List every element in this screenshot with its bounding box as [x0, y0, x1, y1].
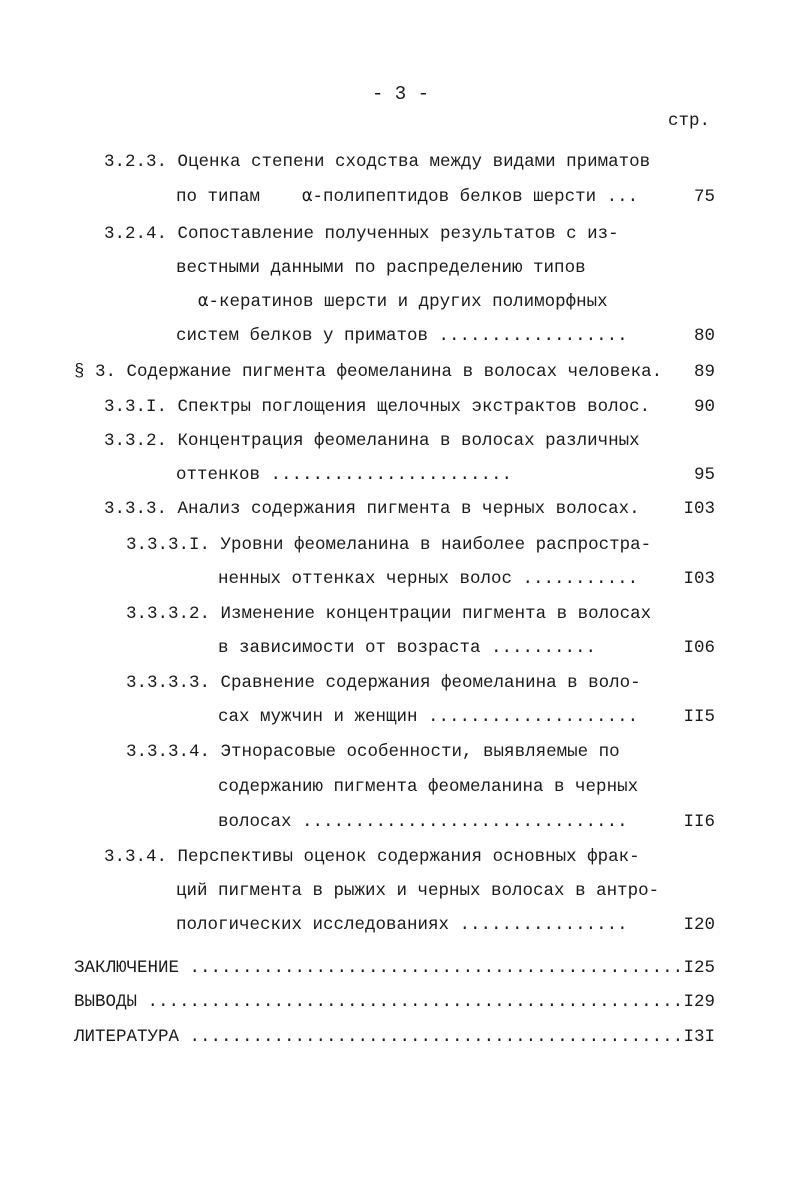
toc-page-number: 75: [693, 187, 715, 207]
toc-entry-text: 3.3.3.I. Уровни феомеланина в наиболее распростра-: [126, 535, 652, 555]
toc-page-number: I03: [683, 499, 715, 519]
toc-page-number: I03: [683, 569, 715, 589]
toc-entry-text: ВЫВОДЫ ...................................................: [74, 992, 684, 1012]
toc-section-heading: § 3. Содержание пигмента феомеланина в волосах человека.: [74, 362, 663, 382]
toc-entry-text: 3.2.4. Сопоставление полученных результатов с из-: [104, 224, 619, 244]
toc-entry-text: по типам ⍺-полипептидов белков шерсти ...: [176, 187, 639, 207]
toc-page-number: 95: [693, 465, 715, 485]
toc-entry-text: ций пигмента в рыжих и черных волосах в антро-: [176, 881, 660, 901]
toc-entry-text: оттенков .......................: [176, 465, 513, 485]
toc-entry-text: в зависимости от возраста ..........: [218, 638, 597, 658]
toc-page-number: II5: [683, 707, 715, 727]
toc-entry-text: содержанию пигмента феомеланина в черных: [218, 777, 639, 797]
toc-entry-text: волосах ...............................: [218, 812, 628, 832]
toc-entry-text: 3.3.4. Перспективы оценок содержания основных фрак-: [104, 847, 640, 867]
toc-entry-text: 3.3.3.4. Этнорасовые особенности, выявляемые по: [126, 742, 620, 762]
pages-column-label: стр.: [668, 111, 711, 131]
toc-page-number: 89: [693, 362, 715, 382]
toc-page-number: 90: [693, 397, 715, 417]
toc-entry-text: ⍺-кератинов шерсти и других полиморфных: [198, 292, 608, 312]
toc-entry-text: 3.2.3. Оценка степени сходства между видами приматов: [104, 152, 651, 172]
toc-page-number: I25: [683, 958, 715, 978]
page-number: - 3 -: [372, 83, 430, 105]
toc-entry-text: 3.3.3.3. Сравнение содержания феомеланина в воло-: [126, 673, 641, 693]
toc-entry-text: ненных оттенках черных волос ...........: [218, 569, 639, 589]
toc-entry-text: 3.3.3. Анализ содержания пигмента в черных волосах.: [104, 499, 640, 519]
toc-entry-text: 3.3.2. Концентрация феомеланина в волосах различных: [104, 431, 640, 451]
toc-page-number: I29: [683, 992, 715, 1012]
toc-entry-text: 3.3.3.2. Изменение концентрации пигмента в волосах: [126, 604, 652, 624]
toc-entry-text: сах мужчин и женщин ....................: [218, 707, 639, 727]
toc-entry-text: пологических исследованиях ................: [176, 915, 628, 935]
toc-entry-text: 3.3.I. Спектры поглощения щелочных экстрактов волос.: [104, 397, 651, 417]
toc-page-number: I06: [683, 638, 715, 658]
toc-page-number: II6: [683, 812, 715, 832]
toc-page-number: I20: [683, 915, 715, 935]
toc-entry-text: систем белков у приматов ..................: [176, 326, 628, 346]
toc-entry-text: ЗАКЛЮЧЕНИЕ ...............................................: [74, 958, 684, 978]
toc-page-number: I3I: [683, 1027, 715, 1047]
toc-entry-text: ЛИТЕРАТУРА ...............................................: [74, 1027, 684, 1047]
toc-entry-text: вестными данными по распределению типов: [176, 258, 586, 278]
toc-page-number: 80: [693, 326, 715, 346]
